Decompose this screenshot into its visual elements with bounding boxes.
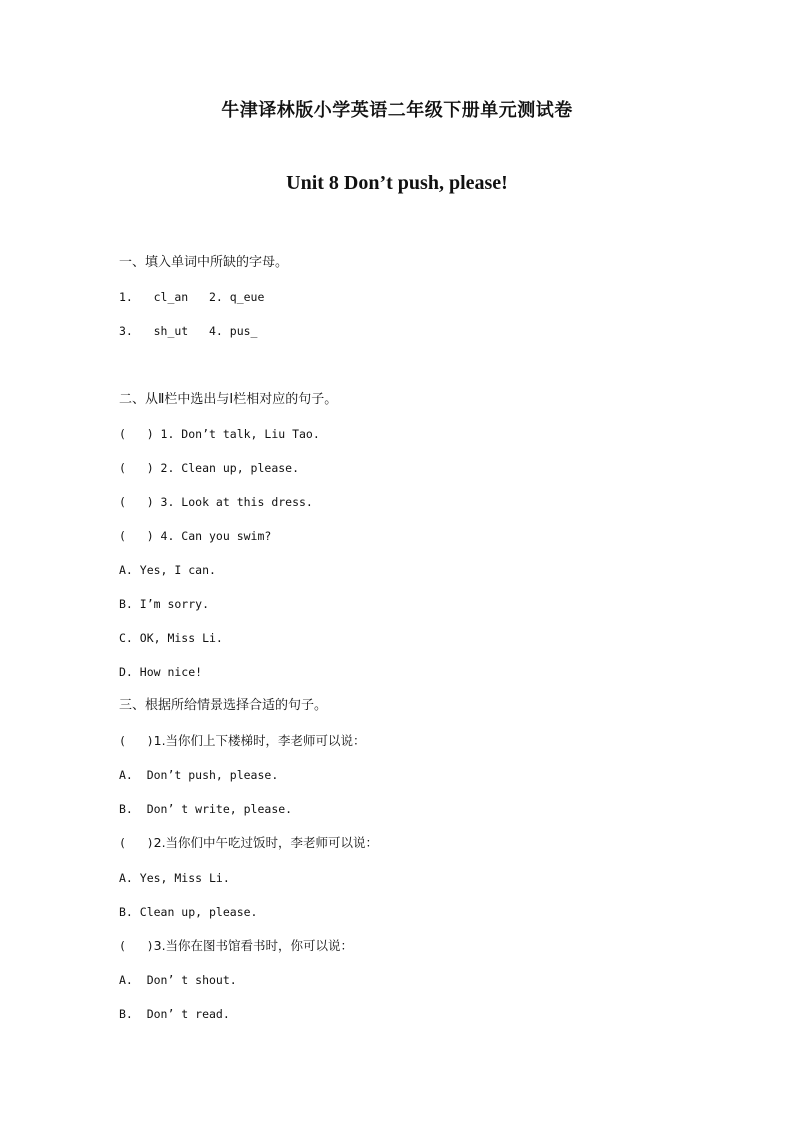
section2-question-3: ( ) 3. Look at this dress. bbox=[119, 495, 313, 509]
item-prompt: 3.当你在图书馆看书时，你可以说： bbox=[153, 938, 354, 953]
section1-line-2: 3. sh_ut 4. pus_ bbox=[119, 324, 258, 338]
item-prompt: 2.当你们中午吃过饭时，李老师可以说： bbox=[153, 835, 379, 850]
answer-blank: ( ) bbox=[119, 939, 154, 953]
answer-blank: ( ) bbox=[119, 836, 154, 850]
section2-question-2: ( ) 2. Clean up, please. bbox=[119, 461, 300, 475]
section3-item-2 bbox=[119, 835, 378, 851]
section3-item-2-option-a: A. Yes, Miss Li. bbox=[119, 871, 230, 885]
section3-item-1 bbox=[119, 733, 366, 749]
section3-item-3-option-b: B. Don’ t read. bbox=[119, 1007, 230, 1021]
section2-question-1: ( ) 1. Don’t talk, Liu Tao. bbox=[119, 427, 320, 441]
section2-answer-b: B. I’m sorry. bbox=[119, 597, 210, 611]
section2-heading: 二、从Ⅱ栏中选出与Ⅰ栏相对应的句子。 bbox=[119, 392, 338, 407]
section2-question-4: ( ) 4. Can you swim? bbox=[119, 529, 272, 543]
section2-answer-a: A. Yes, I can. bbox=[119, 563, 216, 577]
answer-blank: ( ) bbox=[119, 734, 154, 748]
section2-answer-d: D. How nice! bbox=[119, 665, 203, 679]
page-title: 牛津译林版小学英语二年级下册单元测试卷 bbox=[221, 100, 573, 121]
section3-item-1-option-a: A. Don’t push, please. bbox=[119, 768, 279, 782]
section1-heading: 一、填入单词中所缺的字母。 bbox=[119, 255, 289, 270]
item-prompt: 1.当你们上下楼梯时，李老师可以说： bbox=[153, 733, 366, 748]
section3-item-1-option-b: B. Don’ t write, please. bbox=[119, 802, 293, 816]
unit-title: Unit 8 Don’t push, please! bbox=[286, 172, 508, 194]
section3-heading: 三、根据所给情景选择合适的句子。 bbox=[119, 698, 328, 713]
section3-item-2-option-b: B. Clean up, please. bbox=[119, 905, 258, 919]
section3-item-3-option-a: A. Don’ t shout. bbox=[119, 973, 237, 987]
section2-answer-c: C. OK, Miss Li. bbox=[119, 631, 223, 645]
section1-line-1: 1. cl_an 2. q_eue bbox=[119, 290, 265, 304]
section3-item-3 bbox=[119, 938, 353, 954]
